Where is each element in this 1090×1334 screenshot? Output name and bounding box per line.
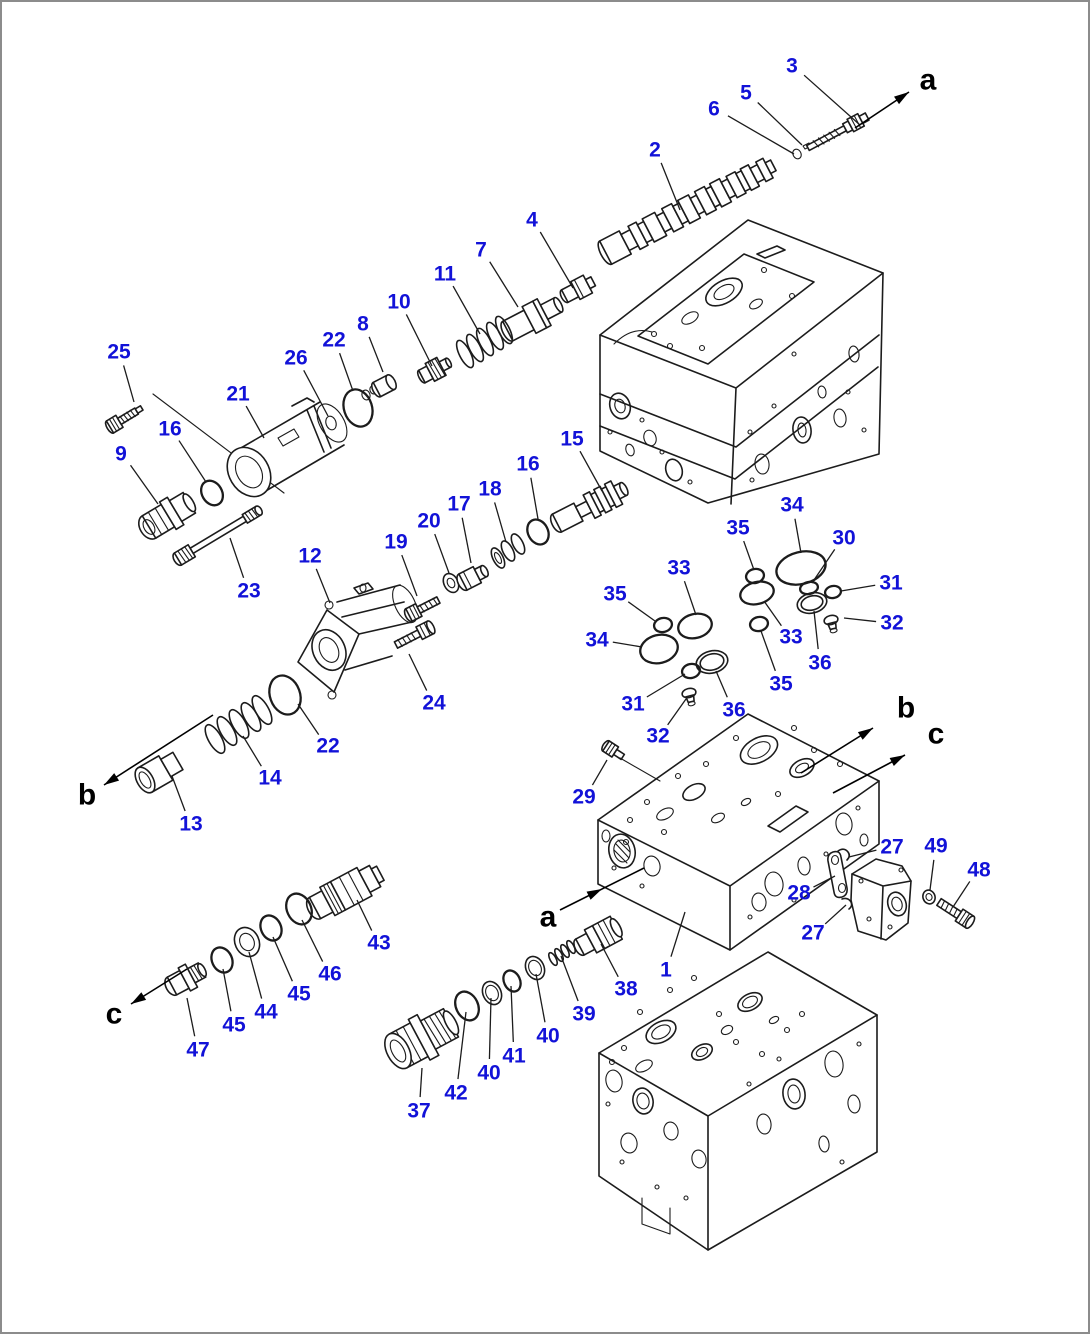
leader-line-9-14 <box>131 465 158 504</box>
leader-line-24-23 <box>409 654 427 691</box>
leader-line-34-34 <box>613 642 642 647</box>
cartridge-43 <box>301 859 388 925</box>
fitting-47 <box>161 957 211 1000</box>
spool-rod-3 <box>805 110 871 154</box>
callout-20: 20 <box>417 509 441 533</box>
callout-19: 19 <box>384 530 408 554</box>
leader-line-23-15 <box>230 538 244 578</box>
view-arrowhead-c-5 <box>131 992 146 1004</box>
leader-line-6-2 <box>728 116 794 154</box>
screw-19 <box>403 594 442 623</box>
leader-line-35-33 <box>628 602 655 621</box>
spring-11 <box>453 314 515 370</box>
view-arrowhead-b-4 <box>104 773 119 785</box>
callout-30: 30 <box>832 526 856 550</box>
callout-10: 10 <box>387 290 411 314</box>
callout-1: 1 <box>660 958 672 982</box>
pilot-spool-15 <box>547 476 633 537</box>
callout-23: 23 <box>237 579 261 603</box>
callout-25: 25 <box>107 340 131 364</box>
view-letter-c: c <box>927 717 945 751</box>
leader-line-11-6 <box>453 286 480 334</box>
leader-line-25-11 <box>124 365 134 402</box>
callout-7: 7 <box>475 238 487 262</box>
callout-43: 43 <box>367 931 391 955</box>
exploded-parts-diagram <box>2 2 1090 1334</box>
callout-12: 12 <box>298 544 322 568</box>
part-4 <box>557 272 598 306</box>
leader-line-22-9 <box>340 353 353 391</box>
callout-39: 39 <box>572 1002 596 1026</box>
leader-line-35-37 <box>761 631 775 671</box>
callout-48: 48 <box>967 858 991 882</box>
leader-line-42-53 <box>458 1012 466 1079</box>
callout-15: 15 <box>560 427 584 451</box>
view-arrowhead-c-2 <box>890 755 905 766</box>
callout-13: 13 <box>179 812 203 836</box>
ring-40a <box>522 953 548 982</box>
leader-line-16-17 <box>531 478 538 519</box>
view-letter-c: c <box>105 997 123 1031</box>
cartridge-group <box>161 859 391 1000</box>
oring-16-mid <box>523 516 553 548</box>
callout-34: 34 <box>585 628 609 652</box>
oring-42 <box>451 988 484 1024</box>
part-7 <box>496 290 568 347</box>
leader-line-36-39 <box>716 671 727 697</box>
callout-45: 45 <box>222 1013 246 1037</box>
view-arrowhead-b-1 <box>858 728 873 740</box>
callout-42: 42 <box>444 1081 468 1105</box>
upper-valve-block <box>600 220 883 504</box>
callout-29: 29 <box>572 785 596 809</box>
leader-line-41-51 <box>511 986 513 1042</box>
callout-38: 38 <box>614 977 638 1001</box>
callout-4: 4 <box>526 208 538 232</box>
leader-line-3-0 <box>804 75 860 125</box>
leader-line-39-49 <box>561 956 578 1001</box>
plug-9 <box>133 487 201 545</box>
callout-26: 26 <box>284 346 308 370</box>
callout-31: 31 <box>879 571 903 595</box>
callout-35: 35 <box>726 516 750 540</box>
callout-5: 5 <box>740 81 752 105</box>
view-letter-a: a <box>539 900 557 934</box>
callout-2: 2 <box>649 138 661 162</box>
callout-31: 31 <box>621 692 645 716</box>
leader-line-33-32 <box>684 581 696 615</box>
callout-3: 3 <box>786 54 798 78</box>
leader-line-4-4 <box>540 232 573 288</box>
leader-line-8-8 <box>369 337 383 372</box>
part-10 <box>415 353 455 387</box>
fitting-32-left <box>681 687 699 707</box>
leader-line-38-48 <box>601 944 618 977</box>
leader-line-43-55 <box>357 900 372 931</box>
leader-line-20-20 <box>435 534 449 573</box>
bolt-48 <box>935 896 976 930</box>
oring-cluster-left <box>637 610 730 707</box>
view-letter-b: b <box>77 778 97 812</box>
leader-line-12-22 <box>316 569 330 603</box>
callout-40: 40 <box>477 1061 501 1085</box>
leader-line-32-40 <box>668 699 686 725</box>
leader-line-40-50 <box>536 974 545 1022</box>
callout-46: 46 <box>318 962 342 986</box>
oring-16-left <box>197 477 228 510</box>
leader-line-18-18 <box>495 502 506 542</box>
ring-26 <box>324 415 338 431</box>
callout-17: 17 <box>447 492 471 516</box>
leader-line-16-13 <box>179 441 206 482</box>
leader-line-32-31 <box>844 618 876 622</box>
leader-line-48-44 <box>953 881 970 907</box>
leader-line-10-7 <box>406 314 432 366</box>
leader-line-19-21 <box>402 555 417 596</box>
leader-line-44-58 <box>249 952 262 999</box>
part-8 <box>361 373 399 401</box>
view-letter-a: a <box>919 63 937 97</box>
view-arrowhead-a-3 <box>587 889 602 900</box>
leader-line-47-60 <box>187 998 195 1036</box>
callout-36: 36 <box>808 651 832 675</box>
callout-32: 32 <box>646 724 670 748</box>
callout-8: 8 <box>357 312 369 336</box>
callout-41: 41 <box>502 1044 526 1068</box>
leader-line-31-38 <box>647 674 685 697</box>
leader-line-45-57 <box>273 937 292 981</box>
view-arrowhead-a-0 <box>894 92 909 104</box>
callout-16: 16 <box>516 452 540 476</box>
callout-32: 32 <box>880 611 904 635</box>
leader-line-13-26 <box>172 776 185 811</box>
leader-line-2-3 <box>661 163 680 210</box>
callout-45: 45 <box>287 982 311 1006</box>
callout-47: 47 <box>186 1038 210 1062</box>
leader-line-40-52 <box>489 998 491 1059</box>
leader-line-27-46 <box>825 905 846 924</box>
spring-39 <box>547 939 577 966</box>
callout-28: 28 <box>787 881 811 905</box>
leader-line-35-27 <box>744 541 754 570</box>
callout-9: 9 <box>115 442 127 466</box>
leader-line-46-56 <box>302 920 323 962</box>
callout-33: 33 <box>667 556 691 580</box>
callout-36: 36 <box>722 698 746 722</box>
callout-layer <box>78 55 991 1123</box>
callout-27: 27 <box>880 835 904 859</box>
leader-line-22-24 <box>298 704 319 735</box>
callout-24: 24 <box>422 691 446 715</box>
callout-35: 35 <box>769 672 793 696</box>
spring-seats-18 <box>489 532 528 570</box>
leader-line-21-12 <box>246 406 264 438</box>
callout-22: 22 <box>316 734 340 758</box>
callout-21: 21 <box>226 382 250 406</box>
fitting-38 <box>569 914 625 960</box>
leader-line-34-28 <box>795 519 801 553</box>
leader-line-17-19 <box>462 518 471 563</box>
leader-line-7-5 <box>490 262 518 307</box>
ring-40b <box>479 978 505 1007</box>
callout-35: 35 <box>603 582 627 606</box>
callout-34: 34 <box>780 493 804 517</box>
leader-line-15-16 <box>580 451 602 491</box>
callout-44: 44 <box>254 1000 278 1024</box>
leader-line-49-43 <box>930 860 934 890</box>
spring-14 <box>201 693 275 756</box>
callout-37: 37 <box>407 1099 431 1123</box>
callout-33: 33 <box>779 625 803 649</box>
leader-line-45-59 <box>223 969 231 1011</box>
callout-27: 27 <box>801 921 825 945</box>
retainer-17 <box>454 562 491 593</box>
leader-line-29-41 <box>592 760 607 785</box>
leader-line-36-36 <box>814 611 818 649</box>
callout-6: 6 <box>708 97 720 121</box>
oring-cluster-right <box>738 546 842 634</box>
view-letter-b: b <box>896 691 916 725</box>
fitting-32-right <box>823 614 841 634</box>
leader-line-30-29 <box>812 549 835 583</box>
plug-37 <box>377 1000 466 1076</box>
callout-18: 18 <box>478 477 502 501</box>
leader-line-31-30 <box>841 585 875 591</box>
callout-22: 22 <box>322 328 346 352</box>
callout-16: 16 <box>158 417 182 441</box>
leader-line-37-54 <box>420 1068 422 1097</box>
callout-14: 14 <box>258 766 282 790</box>
screw-25 <box>104 402 145 435</box>
callout-40: 40 <box>536 1024 560 1048</box>
main-valve-block <box>598 714 879 950</box>
bottom-valve-block <box>599 952 877 1250</box>
leader-line-14-25 <box>243 736 261 766</box>
leader-line-5-1 <box>758 103 802 145</box>
callout-11: 11 <box>433 262 457 286</box>
callout-49: 49 <box>924 834 948 858</box>
ring-41 <box>500 968 524 995</box>
valve-body-21 <box>218 398 353 505</box>
